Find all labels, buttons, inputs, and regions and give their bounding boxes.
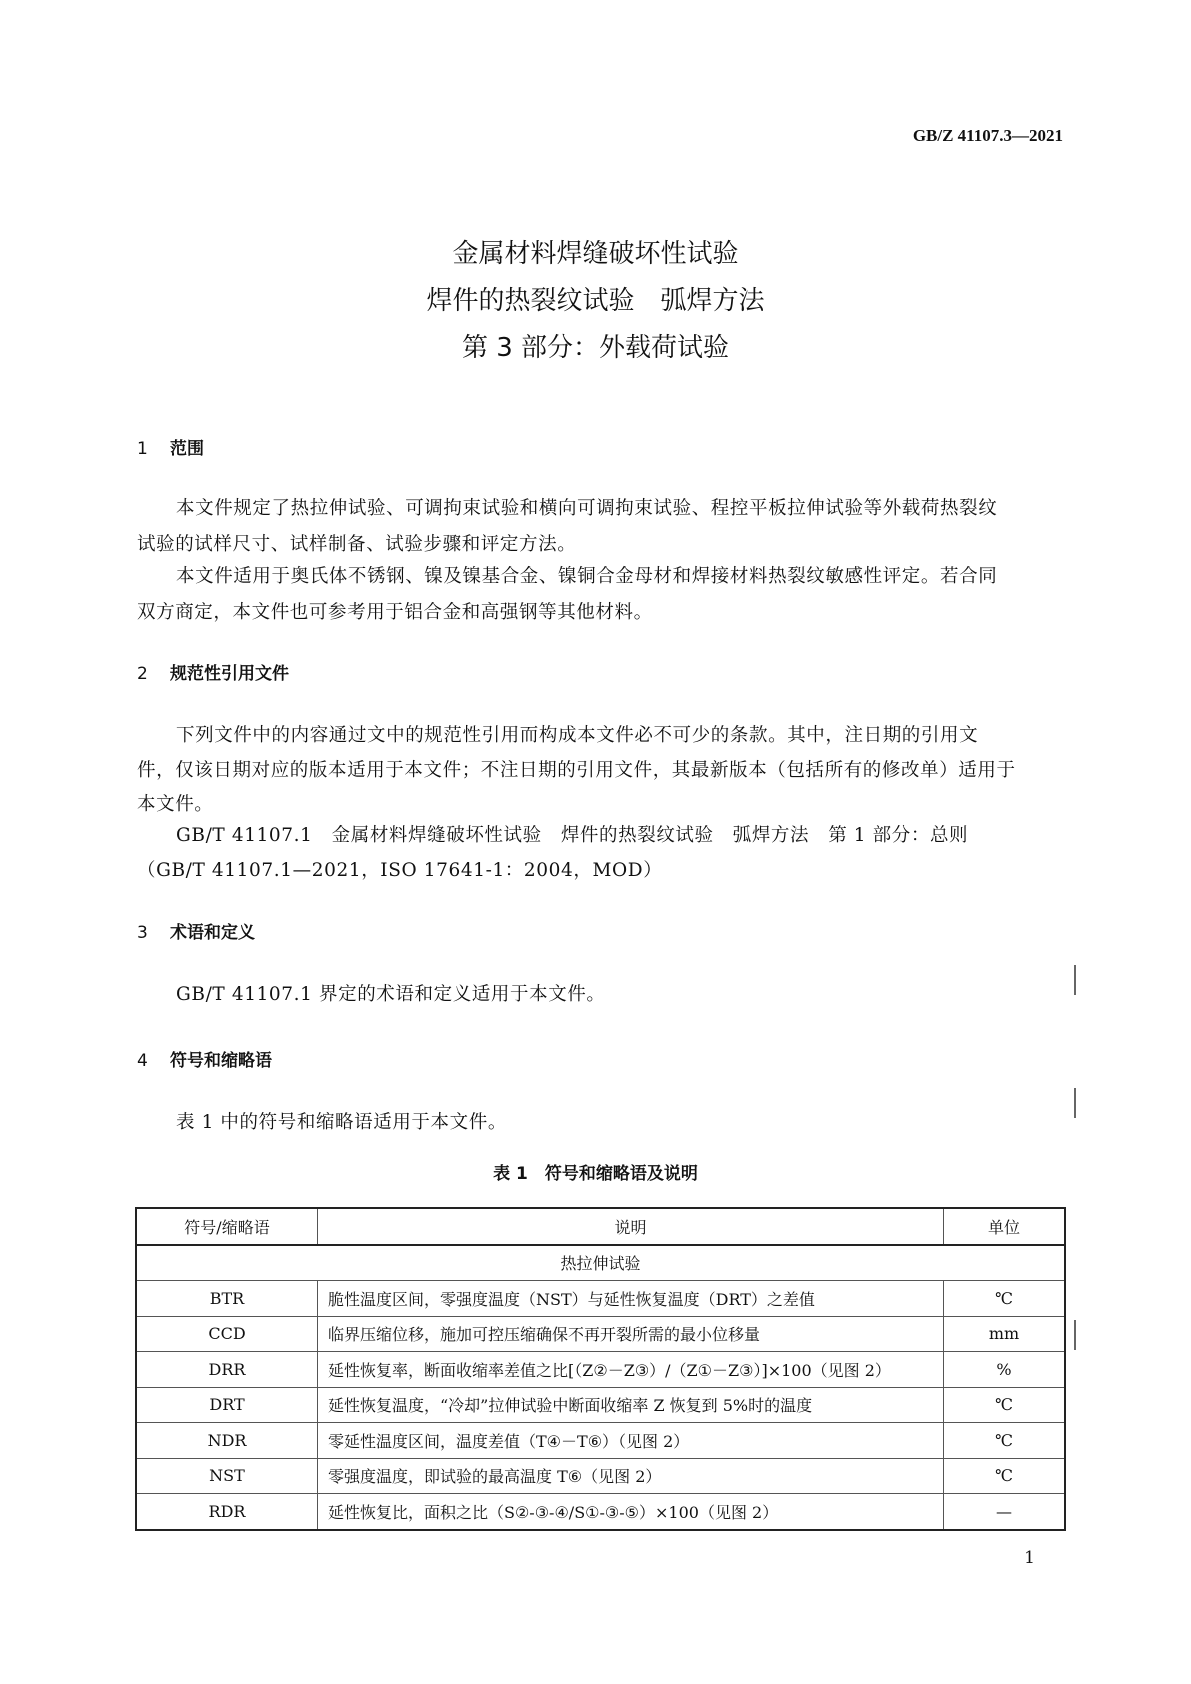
description-cell: 零强度温度，即试验的最高温度 T⑥（见图 2）: [318, 1458, 944, 1494]
normative-reference: （GB/T 41107.1—2021，ISO 17641-1：2004，MOD）: [137, 860, 663, 881]
unit-cell: mm: [944, 1316, 1066, 1352]
section-heading-2: 2 规范性引用文件: [137, 664, 289, 684]
page-number: 1: [1024, 1548, 1035, 1568]
table-header-row: [136, 1208, 1065, 1245]
description-cell: 零延性温度区间，温度差值（T④－T⑥）（见图 2）: [318, 1423, 944, 1459]
change-bar: [1074, 1088, 1076, 1118]
paragraph: 本文件。: [137, 794, 214, 815]
group-label: 热拉伸试验: [136, 1245, 1065, 1281]
paragraph: 双方商定，本文件也可参考用于铝合金和高强钢等其他材料。: [137, 602, 653, 623]
symbol-cell: CCD: [136, 1316, 318, 1352]
title-line-2: 焊件的热裂纹试验 弧焊方法: [426, 286, 765, 316]
standard-number: GB/Z 41107.3—2021: [912, 126, 1063, 145]
section-heading-3: 3 术语和定义: [137, 923, 255, 943]
description-cell: 延性恢复率，断面收缩率差值之比[（Z②－Z③）/（Z①－Z③）]×100（见图 2）: [318, 1352, 944, 1388]
column-header: 说明: [318, 1208, 944, 1245]
title-line-1: 金属材料焊缝破坏性试验: [452, 239, 739, 269]
table-row: [136, 1281, 1065, 1317]
table-caption: 表 1 符号和缩略语及说明: [493, 1164, 698, 1184]
description-cell: 脆性温度区间，零强度温度（NST）与延性恢复温度（DRT）之差值: [318, 1281, 944, 1317]
description-cell: 临界压缩位移，施加可控压缩确保不再开裂所需的最小位移量: [318, 1316, 944, 1352]
section-heading-1: 1 范围: [137, 439, 204, 459]
symbol-cell: DRR: [136, 1352, 318, 1388]
unit-cell: ℃: [944, 1387, 1066, 1423]
description-cell: 延性恢复比，面积之比（S②-③-④/S①-③-⑤）×100（见图 2）: [318, 1494, 944, 1530]
change-bar: [1074, 965, 1076, 995]
table-row: [136, 1423, 1065, 1459]
unit-cell: ℃: [944, 1458, 1066, 1494]
paragraph: GB/T 41107.1 界定的术语和定义适用于本文件。: [176, 984, 606, 1005]
unit-cell: —: [944, 1494, 1066, 1530]
unit-cell: ℃: [944, 1423, 1066, 1459]
paragraph: 表 1 中的符号和缩略语适用于本文件。: [176, 1112, 507, 1133]
normative-reference: GB/T 41107.1 金属材料焊缝破坏性试验 焊件的热裂纹试验 弧焊方法 第 1 部分：总则: [176, 825, 969, 846]
unit-cell: %: [944, 1352, 1066, 1388]
unit-cell: ℃: [944, 1281, 1066, 1317]
paragraph: 本文件适用于奥氏体不锈钢、镍及镍基合金、镍铜合金母材和焊接材料热裂纹敏感性评定。若合同: [176, 566, 998, 587]
section-heading-4: 4 符号和缩略语: [137, 1051, 272, 1071]
symbol-cell: RDR: [136, 1494, 318, 1530]
change-bar: [1074, 1320, 1076, 1350]
table-row: [136, 1494, 1065, 1530]
symbol-cell: DRT: [136, 1387, 318, 1423]
title-line-3: 第 3 部分：外载荷试验: [461, 333, 730, 363]
column-header: 单位: [944, 1208, 1066, 1245]
paragraph: 件，仅该日期对应的版本适用于本文件；不注日期的引用文件，其最新版本（包括所有的修改单）适用于: [137, 760, 1016, 781]
paragraph: 下列文件中的内容通过文中的规范性引用而构成本文件必不可少的条款。其中，注日期的引用文: [176, 725, 979, 746]
table-row: [136, 1387, 1065, 1423]
description-cell: 延性恢复温度，“冷却”拉伸试验中断面收缩率 Z 恢复到 5%时的温度: [318, 1387, 944, 1423]
symbol-cell: BTR: [136, 1281, 318, 1317]
table-row: [136, 1316, 1065, 1352]
paragraph: 本文件规定了热拉伸试验、可调拘束试验和横向可调拘束试验、程控平板拉伸试验等外载荷热裂纹: [176, 498, 998, 519]
table-row: [136, 1458, 1065, 1494]
column-header: 符号/缩略语: [136, 1208, 318, 1245]
symbol-cell: NDR: [136, 1423, 318, 1459]
symbols-table: [135, 1207, 1066, 1531]
paragraph: 试验的试样尺寸、试样制备、试验步骤和评定方法。: [137, 534, 577, 555]
symbol-cell: NST: [136, 1458, 318, 1494]
table-group-row: [136, 1245, 1065, 1281]
table-row: [136, 1352, 1065, 1388]
